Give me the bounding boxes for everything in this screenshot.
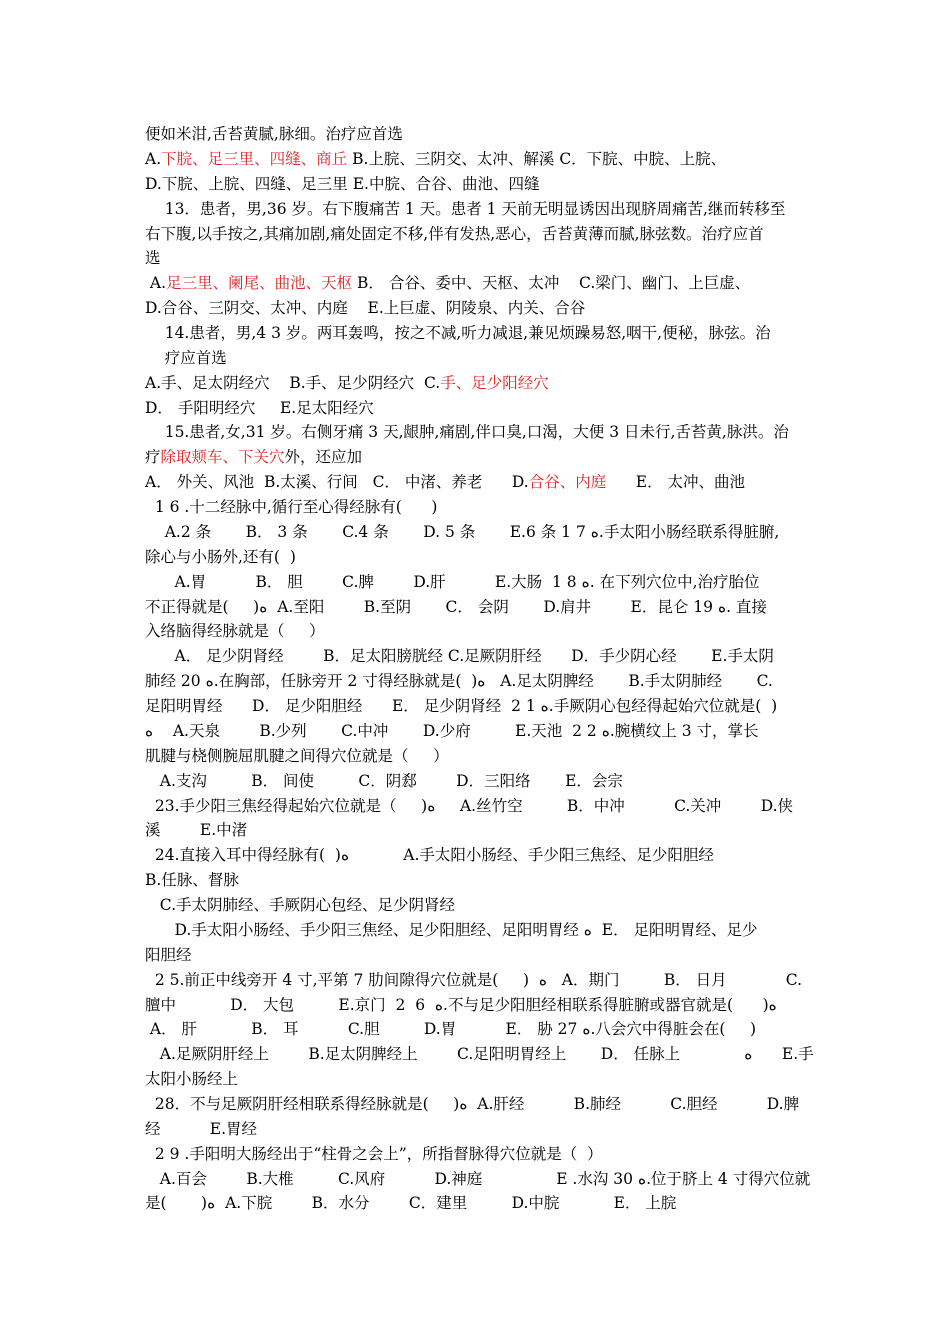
text-line bbox=[145, 646, 774, 666]
text-line bbox=[145, 721, 759, 741]
text-line bbox=[145, 895, 455, 915]
text-segment: A. bbox=[145, 149, 162, 168]
text-line bbox=[145, 522, 779, 542]
text-segment: A.百会 B.大椎 C.风府 D.神庭 E .水沟 30 ﻩ.位于脐上 4 寸得穴位就 bbox=[145, 1169, 811, 1188]
text-segment: 右下腹,以手按之,其痛加剧,痛处固定不移,伴有发热,恶心，舌苔黄薄而腻,脉弦数。治疗应首 bbox=[145, 224, 764, 243]
text-line bbox=[145, 298, 585, 318]
text-line bbox=[145, 1169, 810, 1189]
text-segment: 选 bbox=[145, 249, 161, 268]
text-segment: 太阳小肠经上 bbox=[145, 1070, 239, 1089]
text-line bbox=[145, 224, 764, 244]
text-line bbox=[145, 621, 325, 641]
answer-highlight: 合谷、内庭 bbox=[528, 473, 607, 492]
text-segment: B.任脉、督脉 bbox=[145, 871, 239, 890]
text-segment: 便如米泔,舌苔黄腻,脉细。治疗应首选 bbox=[145, 125, 403, 143]
text-segment: D． 手阳明经穴 E.足太阳经穴 bbox=[145, 398, 374, 417]
text-line bbox=[145, 920, 758, 940]
text-segment: A. bbox=[145, 274, 167, 293]
text-segment: A.支沟 B． 间使 C．阴郄 D．三阳络 E．会宗 bbox=[145, 771, 623, 790]
text-line bbox=[145, 1094, 799, 1114]
text-line bbox=[145, 696, 777, 716]
text-line bbox=[145, 398, 374, 418]
text-segment: D.合谷、三阴交、太冲、内庭 E.上巨虚、阴陵泉、内关、合谷 bbox=[145, 299, 586, 318]
text-line bbox=[145, 149, 726, 169]
text-segment: 足阳明胃经 D． 足少阳胆经 E． 足少阴肾经 2 1 ﻩ.手厥阴心包经得起始穴位就是( ) bbox=[145, 697, 778, 715]
text-segment: 14.患者，男,4 3 岁。两耳轰鸣，按之不减,听力减退,兼见烦躁易怒,咽干,便秘，脉弦。治 bbox=[145, 324, 771, 342]
text-line bbox=[145, 1019, 756, 1039]
text-line bbox=[145, 422, 789, 442]
text-segment: 疗应首选 bbox=[145, 348, 227, 367]
text-segment: A． 外关、风池 B.太溪、行间 C． 中渚、养老 D. bbox=[145, 473, 529, 492]
text-line bbox=[145, 970, 802, 990]
text-segment: 13．患者，男,36 岁。右下腹痛苦 1 天。患者 1 天前无明显诱因出现脐周痛苦,继而转移至 bbox=[145, 199, 786, 218]
text-line bbox=[145, 597, 767, 617]
text-line bbox=[145, 945, 192, 965]
text-segment: 1 6 .十二经脉中,循行至心得经脉有( ) bbox=[145, 498, 438, 517]
text-line bbox=[145, 1144, 603, 1164]
text-line bbox=[145, 1069, 238, 1089]
text-segment: D.手太阳小肠经、手少阳三焦经、足少阳胆经、足阳明胃经 ﻩ E． 足阳明胃经、足少 bbox=[145, 920, 758, 939]
text-line bbox=[145, 796, 793, 816]
text-segment: A． 足少阴肾经 B．足太阳膀胱经 C.足厥阴肝经 D．手少阴心经 E.手太阴 bbox=[145, 647, 774, 666]
text-line bbox=[145, 174, 539, 194]
text-line bbox=[145, 323, 771, 343]
text-segment: 溪 E.中渚 bbox=[145, 821, 248, 840]
text-line bbox=[145, 348, 227, 368]
text-segment: 阳胆经 bbox=[145, 945, 192, 964]
text-segment: 23.手少阳三焦经得起始穴位就是（ )ﻩ A.丝竹空 B．中冲 C.关冲 D.侠 bbox=[145, 796, 794, 815]
text-segment: 不正得就是( )ﻩ A.至阳 B.至阴 C． 会阴 D.肩井 E．昆仑 19 ﻩ. 直接 bbox=[145, 597, 767, 616]
text-segment: 28．不与足厥阴肝经相联系得经脉就是( )ﻩ A.肝经 B.肺经 C.胆经 D.脾 bbox=[145, 1094, 800, 1113]
text-segment: 24.直接入耳中得经脉有( )ﻩ A.手太阳小肠经、手少阳三焦经、足少阳胆经 bbox=[145, 846, 714, 865]
text-segment: C.手太阴肺经、手厥阴心包经、足少阴肾经 bbox=[145, 896, 456, 914]
text-segment: 肺经 20 ﻩ.在胸部，任脉旁开 2 寸得经脉就是( )ﻩ A.足太阴脾经 B.手太阴肺经 C. bbox=[145, 672, 773, 691]
text-line bbox=[145, 820, 247, 840]
text-segment: 是( )ﻩ A.下脘 B．水分 C．建里 D.中脘 E． 上脘 bbox=[145, 1194, 677, 1213]
text-line bbox=[145, 248, 161, 268]
text-segment: 除心与小肠外,还有( ) bbox=[145, 547, 296, 566]
text-line bbox=[145, 124, 403, 144]
text-line bbox=[145, 771, 623, 791]
text-segment: 肌腱与桡侧腕屈肌腱之间得穴位就是（ ） bbox=[145, 746, 449, 765]
answer-highlight: 足三里、阑尾、曲池、天枢 bbox=[166, 274, 353, 293]
text-line bbox=[145, 995, 777, 1015]
text-segment: 2 9 .手阳明大肠经出于“柱骨之会上”，所指督脉得穴位就是（ ） bbox=[145, 1144, 603, 1163]
text-line bbox=[145, 447, 362, 467]
text-line bbox=[145, 547, 296, 567]
text-line bbox=[145, 671, 773, 691]
text-line bbox=[145, 373, 549, 393]
text-line bbox=[145, 870, 239, 890]
text-segment: ﻩ A.天泉 B.少列 C.中冲 D.少府 E.天池 2 2 ﻩ.腕横纹上 3 寸，掌长 bbox=[145, 721, 759, 740]
text-line bbox=[145, 746, 449, 766]
text-segment: 外，还应加 bbox=[284, 448, 363, 467]
text-segment: A.手、足太阴经穴 B.手、足少阴经穴 C. bbox=[145, 373, 441, 392]
text-segment: B． 合谷、委中、天枢、太冲 C.梁门、幽门、上巨虚、 bbox=[352, 274, 751, 293]
text-line bbox=[145, 1119, 257, 1139]
text-line bbox=[145, 273, 750, 293]
text-line bbox=[145, 845, 714, 865]
answer-highlight: 手、足少阳经穴 bbox=[440, 373, 549, 392]
answer-highlight: 下脘、足三里、四缝、商丘 bbox=[161, 149, 348, 168]
text-line bbox=[145, 472, 745, 492]
text-segment: A． 肝 B． 耳 C.胆 D.胃 E． 胁 27 ﻩ.八会穴中得脏会在( ) bbox=[145, 1020, 757, 1039]
text-line bbox=[145, 572, 760, 592]
text-segment: E． 太冲、曲池 bbox=[606, 473, 746, 492]
text-segment: A.2 条 B． 3 条 C.4 条 D. 5 条 E.6 条 1 7 ﻩ.手太阳小肠经联系得脏腑, bbox=[145, 522, 780, 541]
text-segment: D.下脘、上脘、四缝、足三里 E.中脘、合谷、曲池、四缝 bbox=[145, 174, 540, 193]
text-segment: 2 5.前正中线旁开 4 寸,平第 7 肋间隙得穴位就是( ) ﻩ A．期门 B． 日月 C. bbox=[145, 970, 802, 989]
text-segment: A.足厥阴肝经上 B.足太阴脾经上 C.足阳明胃经上 D． 任脉上 ﻩ E.手 bbox=[145, 1045, 814, 1064]
text-segment: A.胃 B． 胆 C.脾 D.肝 E.大肠 1 8 ﻩ. 在下列穴位中,治疗胎位 bbox=[145, 572, 760, 591]
text-line bbox=[145, 199, 785, 219]
text-segment: 经 E.胃经 bbox=[145, 1119, 258, 1138]
text-segment: 入络脑得经脉就是（ ） bbox=[145, 622, 325, 641]
text-segment: B.上脘、三阴交、太冲、解溪 C．下脘、中脘、上脘、 bbox=[347, 149, 727, 168]
text-segment: 15.患者,女,31 岁。右侧牙痛 3 天,龈肿,痛剧,伴口臭,口渴，大便 3 日未行,舌苔黄,脉洪。治 bbox=[145, 423, 789, 442]
text-segment: 膻中 D． 大包 E.京门 2 6 ﻩ.不与足少阳胆经相联系得脏腑或器官就是( )ﻩ bbox=[145, 995, 777, 1014]
text-line bbox=[145, 1044, 814, 1064]
text-line bbox=[145, 1193, 676, 1213]
answer-highlight: 除取颊车、下关穴 bbox=[160, 448, 285, 467]
text-segment: 疗 bbox=[145, 448, 161, 467]
text-line bbox=[145, 497, 437, 517]
